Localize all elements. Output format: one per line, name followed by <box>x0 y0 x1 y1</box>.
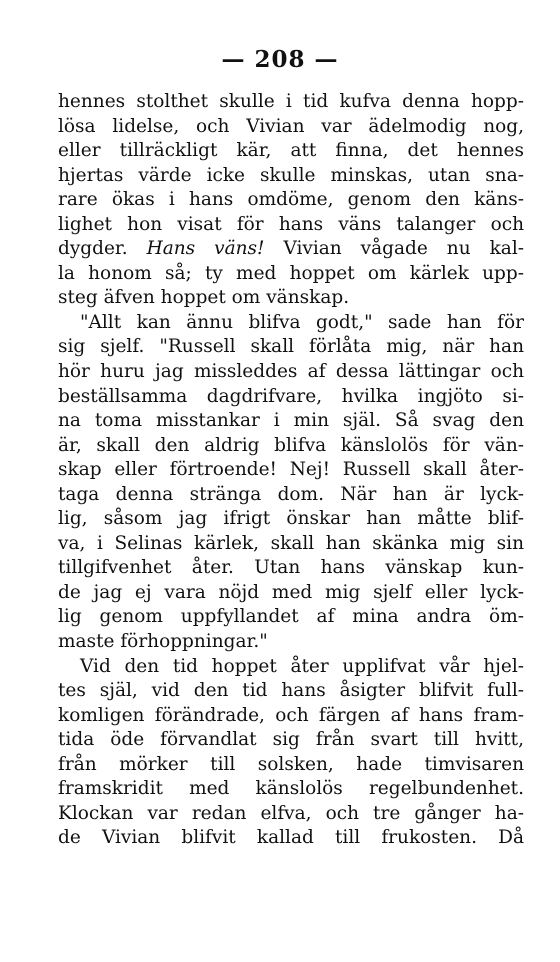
paragraph <box>58 655 524 851</box>
text-line: lig, såsom jag ifrigt önskar han måtte blif- <box>58 508 524 530</box>
text-line: framskridit med känslolös regelbundenhet. <box>58 778 524 800</box>
text-line: va, i Selinas kärlek, skall han skänka mig sin <box>58 532 524 554</box>
paragraph <box>58 90 524 311</box>
text-segment: Vivian vågade nu kal- <box>264 238 525 260</box>
page-number: — 208 — <box>221 46 339 73</box>
text-line: lösa lidelse, och Vivian var ädelmodig nog, <box>58 115 524 137</box>
text-line: "Allt kan ännu blifva godt," sade han för <box>80 311 524 333</box>
text-line: från mörker till solsken, hade timvisaren <box>58 753 524 775</box>
text-line: hör huru jag missleddes af dessa lättingar och <box>58 361 524 383</box>
text-line: de jag ej vara nöjd med mig sjelf eller lyck- <box>58 581 524 603</box>
text-line: tillgifvenhet åter. Utan hans vänskap kun- <box>58 557 524 579</box>
text-line: skap eller förtroende! Nej! Russell skall åter- <box>58 459 524 481</box>
text-line: de Vivian blifvit kallad till frukosten. Då <box>58 827 524 849</box>
text-line: la honom så; ty med hoppet om kärlek upp- <box>58 262 524 284</box>
text-line: eller tillräckligt kär, att finna, det hennes <box>58 140 524 162</box>
text-line: na toma misstankar i min själ. Så svag den <box>58 410 524 432</box>
text-line: hjertas värde icke skulle minskas, utan sna- <box>58 164 524 186</box>
text-segment: dygder. <box>58 238 147 260</box>
text-line: Klockan var redan elfva, och tre gånger ha- <box>58 802 524 824</box>
text-line: taga denna stränga dom. När han är lyck- <box>58 483 524 505</box>
text-line: rare ökas i hans omdöme, genom den käns- <box>58 189 524 211</box>
emphasis-text: Hans väns! <box>146 238 265 260</box>
text-line: tes själ, vid den tid hans åsigter blifvit full- <box>58 680 524 702</box>
text-line: maste förhoppningar." <box>58 631 268 653</box>
text-line: steg äfven hoppet om vänskap. <box>58 287 350 309</box>
text-line: sig sjelf. "Russell skall förlåta mig, när han <box>58 336 524 358</box>
text-line: lig genom uppfyllandet af mina andra öm- <box>58 606 524 628</box>
text-line: beställsamma dagdrifvare, hvilka ingjöto si- <box>58 385 524 407</box>
text-line: komligen förändrade, och färgen af hans fram- <box>58 704 524 726</box>
paragraph <box>58 311 524 655</box>
text-line <box>58 237 524 262</box>
text-line: hennes stolthet skulle i tid kufva denna hopp- <box>58 91 524 112</box>
text-line: lighet hon visat för hans väns talanger och <box>58 213 524 235</box>
text-line: tida öde förvandlat sig från svart till hvitt, <box>58 729 524 751</box>
text-line: Vid den tid hoppet åter upplifvat vår hjel- <box>80 655 524 677</box>
body-text <box>58 90 524 851</box>
text-line: är, skall den aldrig blifva känslolös för vän- <box>58 434 524 456</box>
